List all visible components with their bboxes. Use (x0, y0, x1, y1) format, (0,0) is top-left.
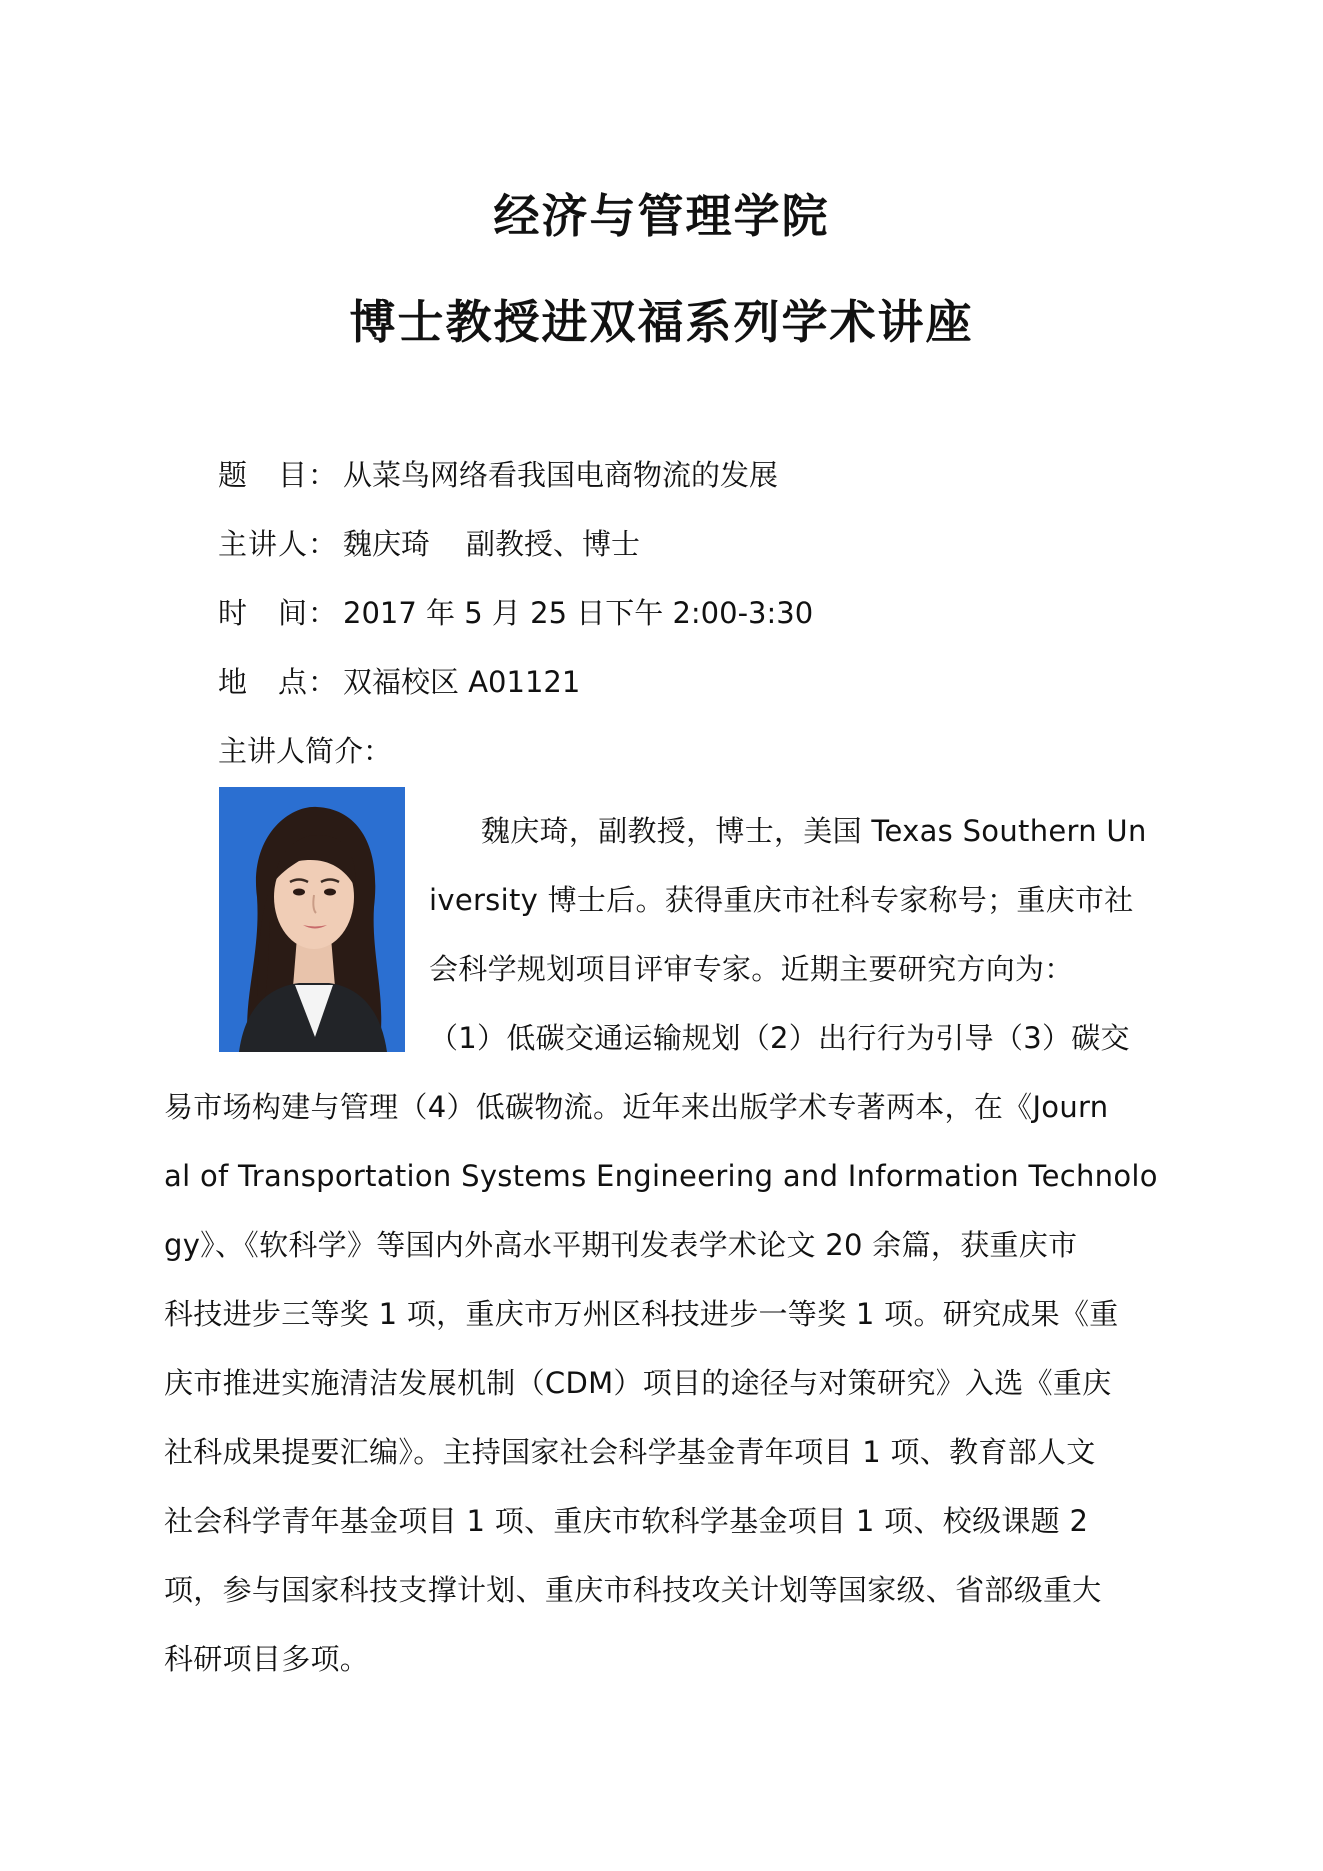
speaker-row (218, 524, 640, 564)
bio-line: 会科学规划项目评审专家。近期主要研究方向为： (429, 952, 1074, 986)
topic-row (218, 455, 778, 495)
intro-heading (218, 731, 392, 771)
bio-line: gy》、《软科学》等国内外高水平期刊发表学术论文 20 余篇，获重庆市 (164, 1228, 1078, 1262)
bio-line: 社会科学青年基金项目 1 项、重庆市软科学基金项目 1 项、校级课题 2 (164, 1504, 1089, 1538)
speaker-label: 主讲人： (218, 527, 339, 561)
bio-line: 魏庆琦，副教授，博士，美国 Texas Southern Un (481, 814, 1147, 848)
bio-line: 庆市推进实施清洁发展机制（CDM）项目的途径与对策研究》入选《重庆 (164, 1366, 1112, 1400)
time-row (218, 593, 813, 633)
bio-line: （1）低碳交通运输规划（2）出行行为引导（3）碳交 (429, 1021, 1130, 1055)
place-value: 双福校区 A01121 (343, 665, 581, 699)
bio-line: 科技进步三等奖 1 项，重庆市万州区科技进步一等奖 1 项。研究成果《重 (164, 1297, 1119, 1331)
speaker-title: 副教授、博士 (466, 527, 641, 561)
page-subtitle: 博士教授进双福系列学术讲座 (349, 295, 974, 349)
bio-line: 社科成果提要汇编》。主持国家社会科学基金青年项目 1 项、教育部人文 (164, 1435, 1096, 1469)
place-label: 地 点： (218, 665, 339, 699)
bio-line: 项，参与国家科技支撑计划、重庆市科技攻关计划等国家级、省部级重大 (164, 1573, 1102, 1607)
topic-value: 从菜鸟网络看我国电商物流的发展 (343, 458, 779, 492)
bio-line: al of Transportation Systems Engineering and Information Technolo (164, 1159, 1158, 1193)
topic-label: 题 目： (218, 458, 339, 492)
speaker-name: 魏庆琦 (343, 527, 431, 561)
speaker-photo (219, 787, 405, 1052)
page-title: 经济与管理学院 (493, 189, 830, 243)
bio-line: 科研项目多项。 (164, 1642, 370, 1676)
bio-line: iversity 博士后。获得重庆市社科专家称号；重庆市社 (429, 883, 1134, 917)
time-value: 2017 年 5 月 25 日下午 2:00-3:30 (343, 596, 814, 630)
time-label: 时 间： (218, 596, 339, 630)
intro-label: 主讲人简介： (218, 734, 393, 768)
bio-line: 易市场构建与管理（4）低碳物流。近年来出版学术专著两本，在《Journ (164, 1090, 1109, 1124)
place-row (218, 662, 580, 702)
